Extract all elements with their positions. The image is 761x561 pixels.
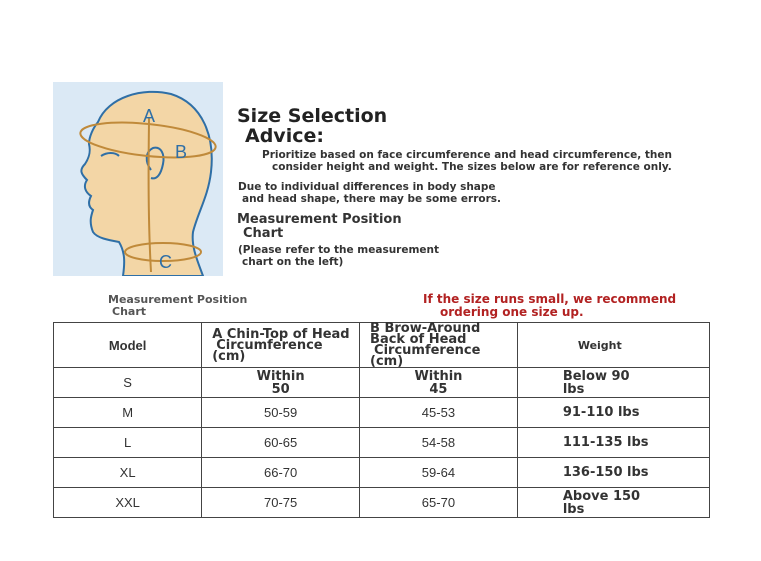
cell-weight-line2: lbs (562, 381, 585, 397)
refer-note (238, 245, 498, 268)
header-b-line2: Circumference (cm) (370, 343, 481, 369)
cell-b: 45-53 (360, 398, 518, 428)
header-a (202, 323, 360, 368)
size-table (53, 322, 710, 518)
table-caption-line1: Measurement Position (108, 293, 248, 306)
disclaimer-text (238, 182, 538, 205)
refer-line2: chart on the left) (242, 255, 344, 268)
table-row (54, 428, 710, 458)
header-a-line1: A Chin-Top of Head (212, 326, 350, 342)
cell-a-line1: Within (256, 368, 305, 384)
cell-model: M (54, 398, 202, 428)
measurement-heading (237, 213, 402, 241)
cell-a: 60-65 (202, 428, 360, 458)
head-diagram (53, 82, 223, 276)
cell-a: 66-70 (202, 458, 360, 488)
cell-weight-line1: Below 90 (562, 368, 630, 384)
refer-line1: (Please refer to the measurement (238, 244, 440, 256)
page-title (237, 106, 387, 146)
cell-weight (517, 368, 709, 398)
cell-weight-line1: Above 150 (562, 488, 641, 504)
title-line1: Size Selection (237, 105, 388, 127)
disclaimer-line2: and head shape, there may be some errors. (242, 192, 502, 205)
disclaimer-line1: Due to individual differences in body shape (238, 181, 496, 193)
cell-weight: 111-135 lbs (517, 428, 709, 458)
cell-a (202, 368, 360, 398)
recommendation-line1: If the size runs small, we recommend (423, 292, 677, 306)
label-a: A (143, 106, 156, 126)
advice-line2: consider height and weight. The sizes below are for reference only. (272, 160, 672, 173)
size-recommendation (423, 293, 676, 319)
cell-b (360, 368, 518, 398)
cell-model: L (54, 428, 202, 458)
cell-b: 65-70 (360, 488, 518, 518)
header-a-line2: Circumference (cm) (212, 337, 323, 364)
cell-b-line2: 45 (429, 381, 448, 397)
cell-weight-line2: lbs (562, 501, 585, 517)
advice-line1: Prioritize based on face circumference and head circumference, then (262, 149, 672, 161)
cell-a: 50-59 (202, 398, 360, 428)
recommendation-line2: ordering one size up. (440, 305, 584, 319)
table-caption (108, 294, 247, 318)
header-b-line1: B Brow-Around Back of Head (370, 321, 481, 347)
header-b (360, 323, 518, 368)
cell-b-line1: Within (414, 368, 463, 384)
measurement-heading-line1: Measurement Position (237, 212, 402, 227)
table-caption-line2: Chart (112, 305, 147, 318)
cell-a: 70-75 (202, 488, 360, 518)
advice-text (262, 150, 702, 173)
table-header-row (54, 323, 710, 368)
table-row (54, 458, 710, 488)
cell-weight: 136-150 lbs (517, 458, 709, 488)
label-b: B (175, 142, 188, 162)
measurement-heading-line2: Chart (243, 226, 284, 241)
table-row (54, 398, 710, 428)
header-model: Model (54, 323, 202, 368)
table-row (54, 368, 710, 398)
header-weight: Weight (517, 323, 709, 368)
cell-b: 54-58 (360, 428, 518, 458)
label-c: C (159, 252, 172, 272)
cell-model: S (54, 368, 202, 398)
cell-weight (517, 488, 709, 518)
cell-model: XL (54, 458, 202, 488)
table-row (54, 488, 710, 518)
cell-b: 59-64 (360, 458, 518, 488)
head-measurement-illustration (53, 82, 223, 276)
cell-a-line2: 50 (271, 381, 290, 397)
cell-model: XXL (54, 488, 202, 518)
title-line2: Advice: (245, 125, 324, 147)
cell-weight: 91-110 lbs (517, 398, 709, 428)
